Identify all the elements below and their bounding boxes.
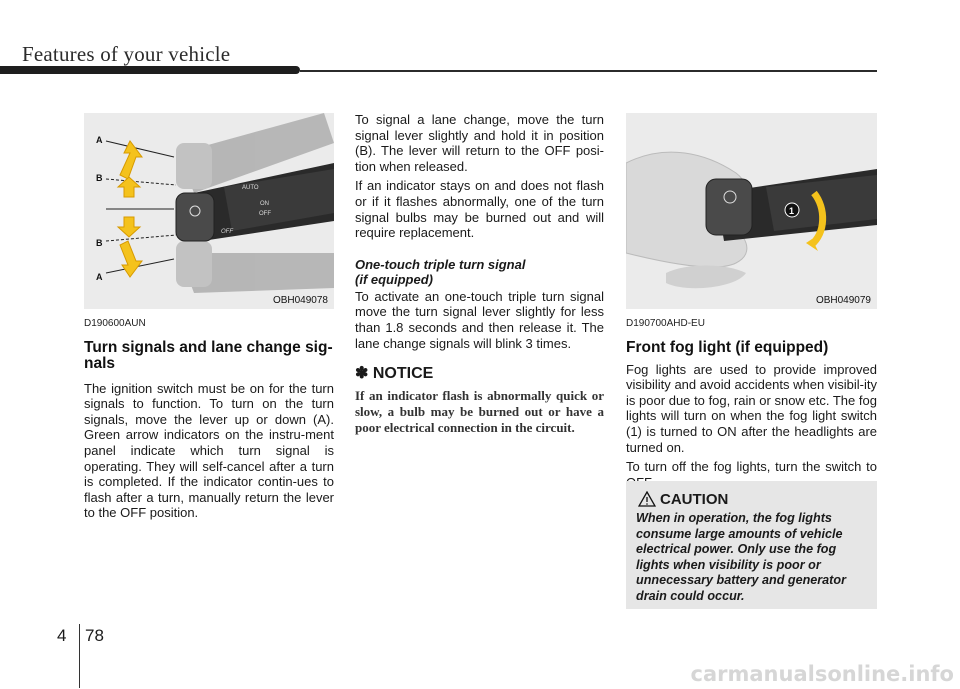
footer-section-number: 4 bbox=[57, 626, 67, 645]
paragraph: Fog lights are used to provide improved visibility and avoid accidents when visibil-ity is poor due to fog, rain or snow etc. The fog lights will turn on when the fog light switch (1) is turned to ON after the headlights are turned on. bbox=[626, 361, 877, 455]
warning-triangle-icon bbox=[638, 491, 656, 507]
section-code: D190700AHD-EU bbox=[626, 318, 705, 329]
column-1 bbox=[84, 316, 334, 525]
caution-box bbox=[626, 481, 877, 609]
caution-title: CAUTION bbox=[660, 491, 729, 508]
lever-mark-on: ON bbox=[260, 201, 269, 207]
section-heading: Turn signals and lane change sig-nals bbox=[84, 338, 333, 372]
turn-signal-illustration bbox=[84, 113, 334, 309]
header-title: Features of your vehicle bbox=[22, 42, 231, 66]
notice-body: If an indicator flash is abnormally quick or slow, a bulb may be burned out or have a poor electrical connection in the circuit. bbox=[355, 387, 604, 435]
column-3 bbox=[626, 316, 877, 494]
header-rule-thick bbox=[0, 66, 300, 74]
paragraph: If an indicator stays on and does not flash or if it flashes abnormally, one of the turn signal bulbs may be burned out and will require replacement. bbox=[355, 178, 604, 241]
section-code: D190600AUN bbox=[84, 318, 146, 329]
notice-title: ✽ NOTICE bbox=[355, 365, 434, 383]
footer-page-number: 78 bbox=[85, 626, 104, 645]
subheading-line-1: One-touch triple turn signal bbox=[355, 256, 526, 272]
lever-mark-off: OFF bbox=[259, 211, 271, 217]
caution-body: When in operation, the fog lights consume large amounts of vehicle electrical power. Only use the fog lights when visibility is poor or unnecessary battery and generator drain could occur. bbox=[636, 511, 846, 603]
fog-light-illustration bbox=[626, 113, 877, 309]
watermark: carmanualsonline.info bbox=[690, 662, 954, 686]
figure-code: OBH049078 bbox=[272, 295, 328, 306]
label-1: 1 bbox=[789, 206, 795, 216]
label-a-bottom: A bbox=[96, 272, 103, 282]
lever-mark-auto: AUTO bbox=[242, 185, 259, 191]
label-b-bottom: B bbox=[96, 238, 103, 248]
subheading bbox=[355, 257, 604, 287]
paragraph: To turn off the fog lights, turn the switch to bbox=[626, 459, 877, 475]
label-b-top: B bbox=[96, 173, 103, 183]
turn-signal-figure bbox=[84, 113, 334, 309]
footer-divider bbox=[79, 624, 80, 688]
column-2 bbox=[355, 112, 604, 436]
paragraph: To activate an one-touch triple turn signal move the turn signal lever slightly for less than 1.8 seconds and then release it. The lane change signals will blink 3 times. bbox=[355, 288, 604, 351]
section-heading: Front fog light (if equipped) bbox=[626, 338, 829, 356]
header-rule-thin bbox=[300, 70, 877, 72]
subheading-line-2: (if equipped) bbox=[355, 271, 433, 287]
fog-light-figure bbox=[626, 113, 877, 309]
lever-mark-off2: OFF bbox=[221, 229, 233, 235]
figure-code: OBH049079 bbox=[815, 295, 871, 306]
paragraph: The ignition switch must be on for the turn signals to function. To turn on the turn signals, move the lever up or down (A). Green arrow indicators on the instru-ment panel indicate which turn signal is operating. They will self-cancel after a turn is completed. If the indicator contin-ues to flash after a turn, manually return the lever to the OFF position. bbox=[84, 380, 334, 521]
label-a-top: A bbox=[96, 135, 103, 145]
paragraph: To signal a lane change, move the turn signal lever slightly and hold it in position (B). The lever will return to the OFF posi-tion when released. bbox=[355, 112, 604, 174]
